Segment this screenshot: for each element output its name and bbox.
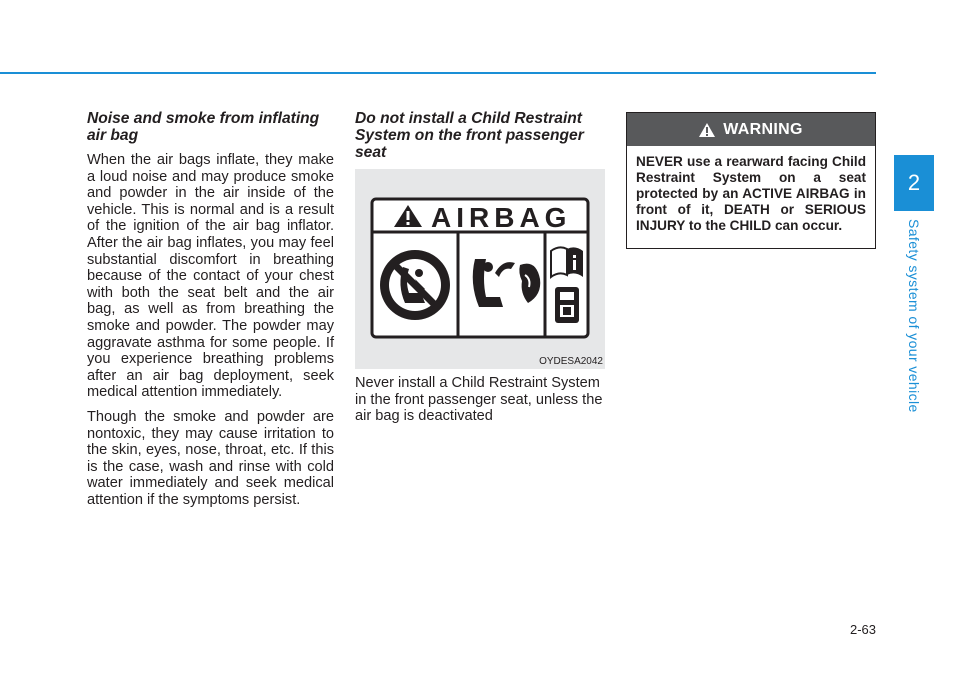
chapter-title: Safety system of your vehicle xyxy=(906,219,922,413)
top-rule xyxy=(0,72,876,74)
middle-column xyxy=(355,110,605,433)
warning-title: WARNING xyxy=(723,120,803,138)
airbag-label-illustration xyxy=(355,169,605,369)
chapter-tab xyxy=(894,155,934,211)
left-column xyxy=(87,110,334,516)
chapter-title-vertical xyxy=(901,219,927,413)
warning-box xyxy=(626,112,876,249)
warning-triangle-icon xyxy=(699,123,715,137)
paragraph-irritation: Though the smoke and powder are nontoxic, they may cause irritation to the skin, eyes, nose, throat, etc. If this is the case, wash and rinse with cold water immediately and seek medical attention if the symptoms persist. xyxy=(87,408,334,508)
no-child-seat-icon xyxy=(380,250,450,320)
paragraph-noise-smoke: When the air bags inflate, they make a loud noise and may produce smoke and powder in the air inside of the vehicle. This is normal and is a result of the ignition of the air bag inflator. After the air bag inflates, you may feel substantial discomfort in breathing because of the contact of your chest with both the seat belt and the air bag, as well as from breathing the smoke and powder. The powder may aggravate asthma for some people. If you experience breathing problems after an air bag deployment, seek medical attention immediately. xyxy=(87,152,334,401)
page-number: 2-63 xyxy=(849,622,876,637)
section-heading-child-restraint: Do not install a Child Restraint System on the front passenger seat xyxy=(355,110,584,161)
airbag-label-text: AIRBAG xyxy=(431,202,572,233)
warning-header xyxy=(627,113,875,146)
airbag-label-figure xyxy=(355,169,605,369)
figure-caption: Never install a Child Restraint System in the front passenger seat, unless the air bag is deactivated xyxy=(355,375,603,425)
figure-code: OYDESA2042 xyxy=(539,356,603,367)
section-heading-noise-smoke: Noise and smoke from inflating air bag xyxy=(87,110,320,144)
warning-text: NEVER use a rearward facing Child Restraint System on a seat protected by an ACTIVE AIRBAG in front of it, DEATH or SERIOUS INJURY to the CHILD can occur. xyxy=(636,154,866,233)
chapter-number: 2 xyxy=(907,170,921,195)
